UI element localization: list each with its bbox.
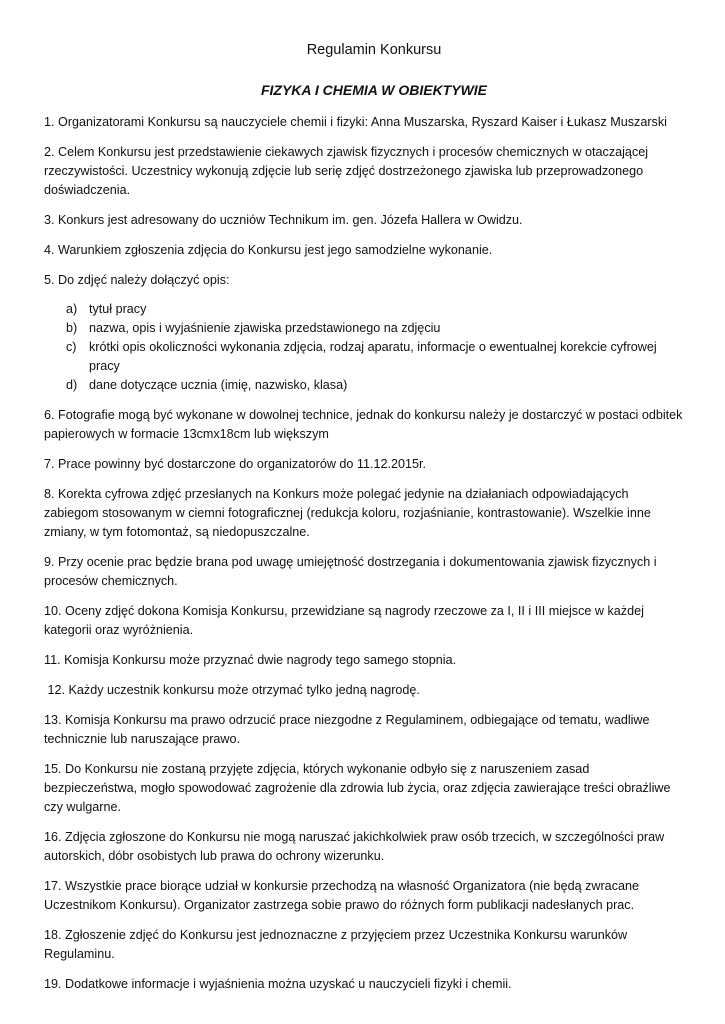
paragraph-19: 19. Dodatkowe informacje i wyjaśnienia można uzyskać u nauczycieli fizyki i chemii. bbox=[44, 977, 512, 991]
paragraph-10: 10. Oceny zdjęć dokona Komisja Konkursu, przewidziane są nagrody rzeczowe za I, II i III miejsce w każdej kategorii oraz wyróżnienia. bbox=[44, 604, 644, 637]
paragraph-6: 6. Fotografie mogą być wykonane w dowolnej technice, jednak do konkursu należy je dostarczyć w postaci odbitek papierowych w formacie 13cmx18cm lub większym bbox=[44, 408, 683, 441]
list-item bbox=[44, 300, 684, 319]
paragraph-12: 12. Każdy uczestnik konkursu może otrzymać tylko jedną nagrodę. bbox=[44, 683, 420, 697]
paragraph-4: 4. Warunkiem zgłoszenia zdjęcia do Konkursu jest jego samodzielne wykonanie. bbox=[44, 243, 493, 257]
paragraph-7: 7. Prace powinny być dostarczone do organizatorów do 11.12.2015r. bbox=[44, 457, 427, 471]
paragraph-5: 5. Do zdjęć należy dołączyć opis: bbox=[44, 273, 230, 287]
document-title: Regulamin Konkursu bbox=[306, 42, 442, 58]
paragraph-8: 8. Korekta cyfrowa zdjęć przesłanych na Konkurs może polegać jedynie na działaniach odpowiadających zabiegom stosowanym w ciemni fotograficznej (redukcja koloru, rozjaśnianie, kontrastowanie). Wszelkie inne zmiany, w tym fotomontaż, są niedopuszczalne. bbox=[44, 487, 651, 539]
paragraph-16: 16. Zdjęcia zgłoszone do Konkursu nie mogą naruszać jakichkolwiek praw osób trzecich, w szczególności praw autorskich, dóbr osobistych lub prawa do ochrony wizerunku. bbox=[44, 830, 665, 863]
paragraph-18: 18. Zgłoszenie zdjęć do Konkursu jest jednoznaczne z przyjęciem przez Uczestnika Konkursu warunków Regulaminu. bbox=[44, 928, 628, 961]
paragraph-17: 17. Wszystkie prace biorące udział w konkursie przechodzą na własność Organizatora (nie będą zwracane Uczestnikom Konkursu). Organizator zastrzega sobie prawo do różnych form publikacji nadesłanych prac. bbox=[44, 879, 639, 912]
paragraph-9: 9. Przy ocenie prac będzie brana pod uwagę umiejętność dostrzegania i dokumentowania zjawisk fizycznych i procesów chemicznych. bbox=[44, 555, 657, 588]
paragraph-3: 3. Konkurs jest adresowany do uczniów Technikum im. gen. Józefa Hallera w Owidzu. bbox=[44, 213, 523, 227]
contest-name: FIZYKA I CHEMIA W OBIEKTYWIE bbox=[260, 82, 488, 98]
list-marker: b) bbox=[66, 321, 78, 335]
list-item bbox=[44, 319, 684, 338]
list-item bbox=[44, 338, 684, 376]
list-item-text: tytuł pracy bbox=[89, 302, 147, 316]
document-page bbox=[44, 40, 684, 1005]
list-item bbox=[44, 376, 684, 395]
list-item-text: nazwa, opis i wyjaśnienie zjawiska przedstawionego na zdjęciu bbox=[89, 321, 441, 335]
paragraph-15: 15. Do Konkursu nie zostaną przyjęte zdjęcia, których wykonanie odbyło się z naruszeniem zasad bezpieczeństwa, mogło spowodować zagrożenie dla zdrowia lub życia, oraz zdjęcia zawierające treści obraźliwe czy wulgarne. bbox=[44, 762, 671, 814]
paragraph-2: 2. Celem Konkursu jest przedstawienie ciekawych zjawisk fizycznych i procesów chemicznych w otaczającej rzeczywistości. Uczestnicy wykonują zdjęcie lub serię zdjęć dostrzeżonego zjawiska lub przeprowadzonego doświadczenia. bbox=[44, 145, 649, 197]
paragraph-1: 1. Organizatorami Konkursu są nauczyciele chemii i fizyki: Anna Muszarska, Ryszard Kaiser i Łukasz Muszarski bbox=[44, 115, 667, 129]
description-requirements-list bbox=[44, 300, 684, 395]
list-marker: a) bbox=[66, 302, 78, 316]
paragraph-11: 11. Komisja Konkursu może przyznać dwie nagrody tego samego stopnia. bbox=[44, 653, 457, 667]
list-marker: d) bbox=[66, 378, 78, 392]
list-item-text: krótki opis okoliczności wykonania zdjęcia, rodzaj aparatu, informacje o ewentualnej korekcie cyfrowej pracy bbox=[89, 340, 657, 373]
list-item-text: dane dotyczące ucznia (imię, nazwisko, klasa) bbox=[89, 378, 348, 392]
paragraph-13: 13. Komisja Konkursu ma prawo odrzucić prace niezgodne z Regulaminem, odbiegające od tematu, wadliwe technicznie lub naruszające prawo. bbox=[44, 713, 650, 746]
list-marker: c) bbox=[66, 340, 77, 354]
